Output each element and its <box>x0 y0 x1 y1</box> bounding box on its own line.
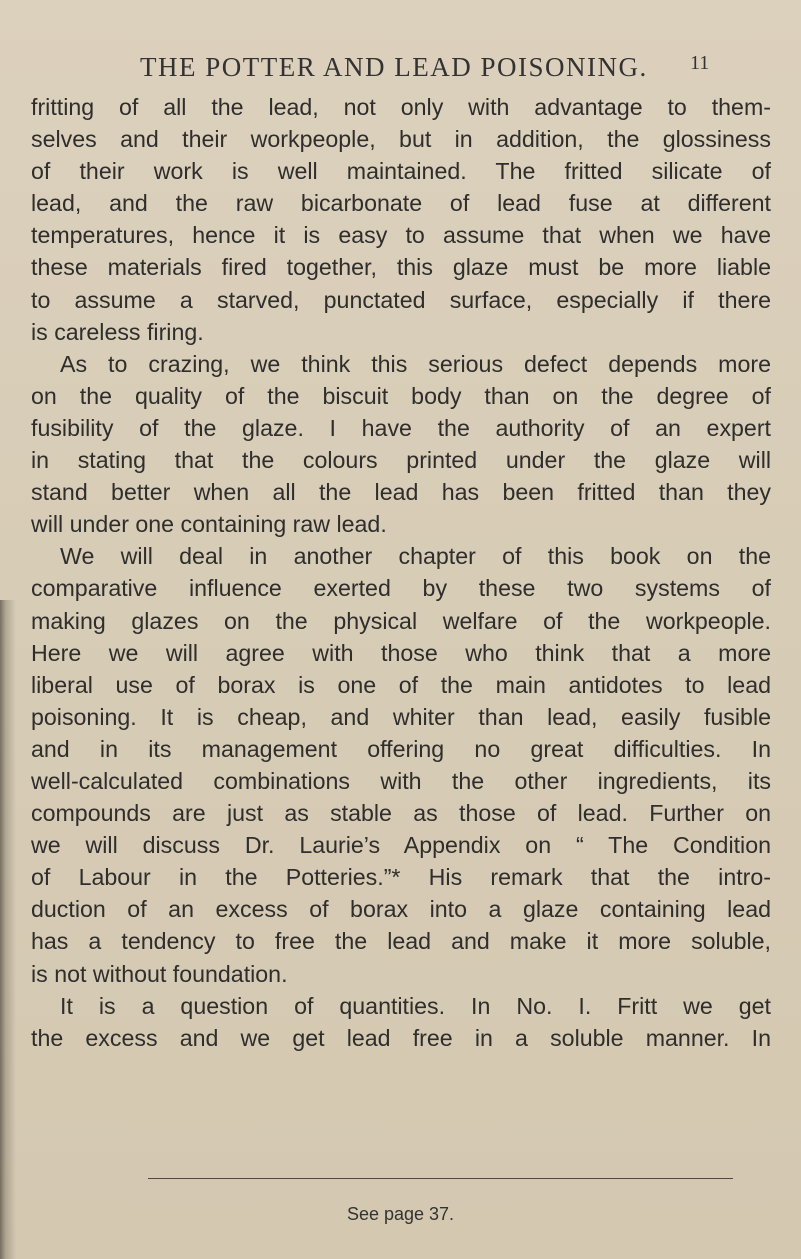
text-line: we will discuss Dr. Laurie’s Appendix on “ The Condition <box>31 832 771 859</box>
body-text <box>31 91 771 1054</box>
text-line: duction of an excess of borax into a glaze containing lead <box>31 896 771 923</box>
text-line: stand better when all the lead has been fritted than they <box>31 479 771 506</box>
text-line: well-calculated combinations with the other ingredients, its <box>31 767 771 794</box>
text-line: is careless firing. <box>31 318 204 345</box>
text-line: comparative influence exerted by these two systems of <box>31 575 771 602</box>
text-line: temperatures, hence it is easy to assume that when we have <box>31 222 771 249</box>
footnote: See page 37. <box>346 1204 455 1224</box>
text-line: selves and their workpeople, but in addition, the glossiness <box>31 126 771 153</box>
text-line: making glazes on the physical welfare of the workpeople. <box>31 607 771 634</box>
text-line: It is a question of quantities. In No. I. Fritt we get <box>60 992 771 1019</box>
text-line: Here we will agree with those who think that a more <box>31 639 771 666</box>
text-line: to assume a starved, punctated surface, especially if there <box>31 286 771 313</box>
text-line: will under one containing raw lead. <box>31 511 387 538</box>
text-line: in stating that the colours printed under the glaze will <box>31 447 771 474</box>
text-line: lead, and the raw bicarbonate of lead fuse at different <box>31 190 771 217</box>
page-edge-shadow <box>0 600 16 1259</box>
running-head: THE POTTER AND LEAD POISONING. <box>140 52 648 82</box>
text-line: fusibility of the glaze. I have the authority of an expert <box>31 414 771 441</box>
text-line: the excess and we get lead free in a soluble manner. In <box>31 1024 771 1051</box>
text-line: As to crazing, we think this serious defect depends more <box>60 350 771 377</box>
text-line: of their work is well maintained. The fritted silicate of <box>31 158 771 185</box>
text-line: and in its management offering no great difficulties. In <box>31 735 771 762</box>
footnote-rule <box>148 1178 733 1179</box>
page-number: 11 <box>690 52 710 74</box>
text-line: fritting of all the lead, not only with advantage to them- <box>31 94 771 120</box>
text-line: is not without foundation. <box>31 960 288 987</box>
text-line: compounds are just as stable as those of lead. Further on <box>31 800 771 827</box>
text-line: liberal use of borax is one of the main antidotes to lead <box>31 671 771 698</box>
text-line: these materials fired together, this glaze must be more liable <box>31 254 771 281</box>
text-line: has a tendency to free the lead and make it more soluble, <box>31 928 771 955</box>
text-line: on the quality of the biscuit body than on the degree of <box>31 382 771 409</box>
text-line: We will deal in another chapter of this book on the <box>60 543 771 570</box>
text-line: poisoning. It is cheap, and whiter than lead, easily fusible <box>31 703 771 730</box>
text-line: of Labour in the Potteries.”* His remark that the intro- <box>31 864 771 891</box>
